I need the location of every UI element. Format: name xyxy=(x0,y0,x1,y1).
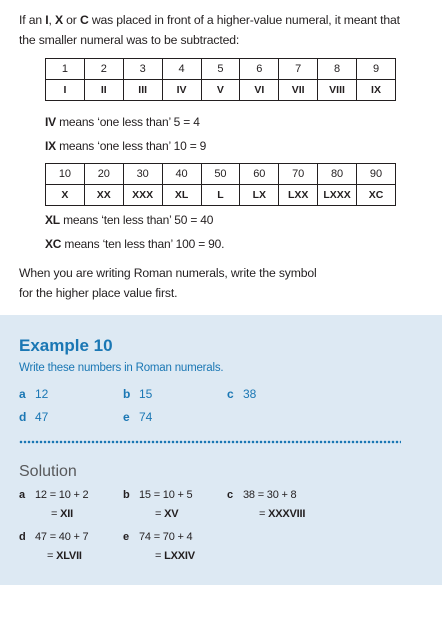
solution-equation: 38 = 30 + 8 xyxy=(243,489,297,501)
symbol-cell: IV xyxy=(162,80,201,101)
numbers-row xyxy=(46,59,396,80)
part-label: a xyxy=(19,387,26,401)
symbol-cell: VI xyxy=(240,80,279,101)
solution-item xyxy=(123,528,195,566)
symbol-cell: LXXX xyxy=(318,185,357,206)
solution-equation: 74 = 70 + 4 xyxy=(139,531,193,543)
intro-text: If an xyxy=(19,13,46,27)
example-part xyxy=(123,410,152,424)
solution-answer: XII xyxy=(60,508,73,520)
number-cell: 50 xyxy=(201,164,240,185)
number-cell: 6 xyxy=(240,59,279,80)
numbers-row xyxy=(46,164,396,185)
number-cell: 1 xyxy=(46,59,85,80)
number-cell: 10 xyxy=(46,164,85,185)
solution-equation: 47 = 40 + 7 xyxy=(35,531,89,543)
solution-answer-line xyxy=(19,505,88,524)
means-line xyxy=(45,115,200,129)
means-text: means ‘one less than’ 10 = 9 xyxy=(55,139,207,153)
symbol-cell: XX xyxy=(84,185,123,206)
means-symbol: XL xyxy=(45,213,60,227)
symbol-cell: I xyxy=(46,80,85,101)
solution-item xyxy=(227,486,305,524)
solution-label: d xyxy=(19,531,26,543)
means-line xyxy=(45,237,224,251)
part-value: 15 xyxy=(139,387,153,401)
number-cell: 8 xyxy=(318,59,357,80)
roman-units-table xyxy=(45,58,396,101)
number-cell: 80 xyxy=(318,164,357,185)
symbol-cell: XC xyxy=(357,185,396,206)
means-symbol: XC xyxy=(45,237,62,251)
symbol-i: I xyxy=(45,13,49,27)
intro-separator: or xyxy=(62,13,80,27)
means-text: means ‘one less than’ 5 = 4 xyxy=(55,115,200,129)
symbols-row xyxy=(46,185,396,206)
solution-answer-line xyxy=(123,547,195,566)
solution-answer: XLVII xyxy=(56,550,82,562)
intro-paragraph xyxy=(19,10,429,50)
part-value: 38 xyxy=(243,387,257,401)
number-cell: 70 xyxy=(279,164,318,185)
solution-answer-line xyxy=(123,505,192,524)
means-text: means ‘ten less than’ 50 = 40 xyxy=(59,213,214,227)
symbol-cell: III xyxy=(123,80,162,101)
equals-sign: = xyxy=(155,550,165,562)
part-label: d xyxy=(19,410,27,424)
closing-line-2: for the higher place value first. xyxy=(19,286,178,300)
closing-paragraph xyxy=(19,263,429,303)
intro-separator: , xyxy=(48,13,55,27)
number-cell: 5 xyxy=(201,59,240,80)
solution-answer-line xyxy=(19,547,88,566)
symbols-row xyxy=(46,80,396,101)
solution-equation: 12 = 10 + 2 xyxy=(35,489,89,501)
solution-label: e xyxy=(123,531,129,543)
means-line xyxy=(45,139,206,153)
solution-answer: XXXVIII xyxy=(268,508,306,520)
number-cell: 7 xyxy=(279,59,318,80)
number-cell: 40 xyxy=(162,164,201,185)
solution-label: a xyxy=(19,489,25,501)
number-cell: 2 xyxy=(84,59,123,80)
solution-equation: 15 = 10 + 5 xyxy=(139,489,193,501)
number-cell: 20 xyxy=(84,164,123,185)
example-part xyxy=(19,410,48,424)
solution-item xyxy=(19,528,88,566)
symbol-cell: LX xyxy=(240,185,279,206)
symbol-cell: VII xyxy=(279,80,318,101)
symbol-cell: L xyxy=(201,185,240,206)
symbol-cell: IX xyxy=(357,80,396,101)
example-title: Example 10 xyxy=(19,336,113,355)
number-cell: 60 xyxy=(240,164,279,185)
solution-answer: XV xyxy=(164,508,179,520)
number-cell: 30 xyxy=(123,164,162,185)
part-value: 74 xyxy=(139,410,153,424)
closing-line-1: When you are writing Roman numerals, write the symbol xyxy=(19,266,317,280)
number-cell: 90 xyxy=(357,164,396,185)
solution-item xyxy=(19,486,88,524)
equals-sign: = xyxy=(155,508,165,520)
number-cell: 3 xyxy=(123,59,162,80)
equals-sign: = xyxy=(259,508,269,520)
part-label: c xyxy=(227,387,234,401)
roman-tens-table xyxy=(45,163,396,206)
symbol-cell: LXX xyxy=(279,185,318,206)
number-cell: 4 xyxy=(162,59,201,80)
example-part xyxy=(227,387,256,401)
symbol-x: X xyxy=(54,13,63,27)
intro-text: was placed in front of a higher-value numeral, it meant that xyxy=(88,13,400,27)
symbol-c: C xyxy=(79,13,89,27)
number-cell: 9 xyxy=(357,59,396,80)
equals-sign: = xyxy=(51,508,61,520)
solution-answer: LXXIV xyxy=(164,550,195,562)
dotted-divider xyxy=(19,440,401,444)
solution-title: Solution xyxy=(19,463,77,480)
symbol-cell: XXX xyxy=(123,185,162,206)
part-label: e xyxy=(123,410,130,424)
intro-line-2: the smaller numeral was to be subtracted: xyxy=(19,33,240,47)
means-line xyxy=(45,213,213,227)
intro-line-1 xyxy=(19,10,429,30)
means-text: means ‘ten less than’ 100 = 90. xyxy=(61,237,225,251)
symbol-cell: II xyxy=(84,80,123,101)
solution-answer-line xyxy=(227,505,305,524)
symbol-cell: VIII xyxy=(318,80,357,101)
example-prompt: Write these numbers in Roman numerals. xyxy=(19,362,224,374)
example-part xyxy=(123,387,152,401)
solution-item xyxy=(123,486,192,524)
part-value: 47 xyxy=(35,410,49,424)
solution-label: c xyxy=(227,489,233,501)
symbol-cell: XL xyxy=(162,185,201,206)
example-part xyxy=(19,387,48,401)
part-label: b xyxy=(123,387,131,401)
part-value: 12 xyxy=(35,387,49,401)
symbol-cell: V xyxy=(201,80,240,101)
solution-label: b xyxy=(123,489,130,501)
equals-sign: = xyxy=(47,550,57,562)
means-symbol: IX xyxy=(45,139,56,153)
symbol-cell: X xyxy=(46,185,85,206)
means-symbol: IV xyxy=(45,115,56,129)
